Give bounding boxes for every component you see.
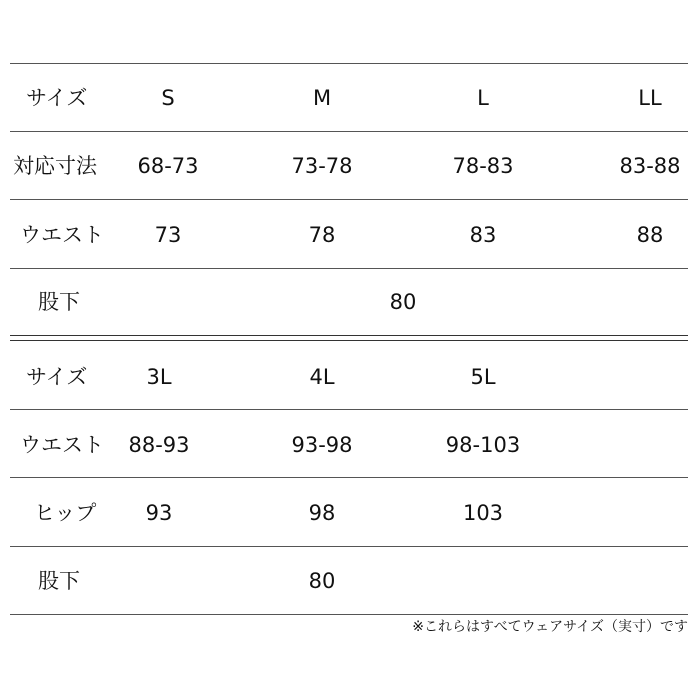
waist-value: 93-98	[291, 433, 353, 457]
waist-value: 78	[308, 223, 336, 247]
row-divider	[10, 546, 688, 547]
footnote: ※これらはすべてウェアサイズ（実寸）です	[412, 619, 688, 635]
hip-value: 93	[145, 501, 173, 525]
size-m: M	[312, 86, 332, 110]
fit-range-value: 73-78	[291, 154, 353, 178]
size-5l: 5L	[470, 365, 496, 389]
waist-value: 88-93	[128, 433, 190, 457]
inseam-value: 80	[308, 569, 336, 593]
waist-value: 88	[636, 223, 664, 247]
size-3l: 3L	[146, 365, 172, 389]
waist-value: 98-103	[445, 433, 521, 457]
hip-value: 103	[462, 501, 504, 525]
inseam-label: 股下	[38, 569, 80, 593]
size-header-label: サイズ	[26, 86, 88, 110]
row-divider	[10, 477, 688, 478]
row-divider	[10, 199, 688, 200]
table2-bottom-border	[10, 614, 688, 615]
waist-value: 83	[469, 223, 497, 247]
row-divider	[10, 268, 688, 269]
fit-range-value: 68-73	[137, 154, 199, 178]
fit-range-value: 78-83	[452, 154, 514, 178]
size-s: S	[161, 86, 175, 110]
table-separator-top	[10, 335, 688, 336]
waist-label: ウエスト	[20, 433, 104, 457]
size-ll: LL	[638, 86, 662, 110]
size-4l: 4L	[309, 365, 335, 389]
inseam-value: 80	[389, 290, 417, 314]
fit-range-value: 83-88	[619, 154, 681, 178]
size-header-label: サイズ	[26, 365, 88, 389]
hip-value: 98	[308, 501, 336, 525]
table1-top-border	[10, 63, 688, 64]
hip-label: ヒップ	[34, 501, 97, 525]
table-separator-bottom	[10, 340, 688, 341]
row-divider	[10, 131, 688, 132]
row-divider	[10, 409, 688, 410]
waist-label: ウエスト	[20, 223, 104, 247]
fit-range-label: 対応寸法	[13, 154, 97, 178]
waist-value: 73	[154, 223, 182, 247]
inseam-label: 股下	[38, 290, 80, 314]
size-l: L	[477, 86, 489, 110]
